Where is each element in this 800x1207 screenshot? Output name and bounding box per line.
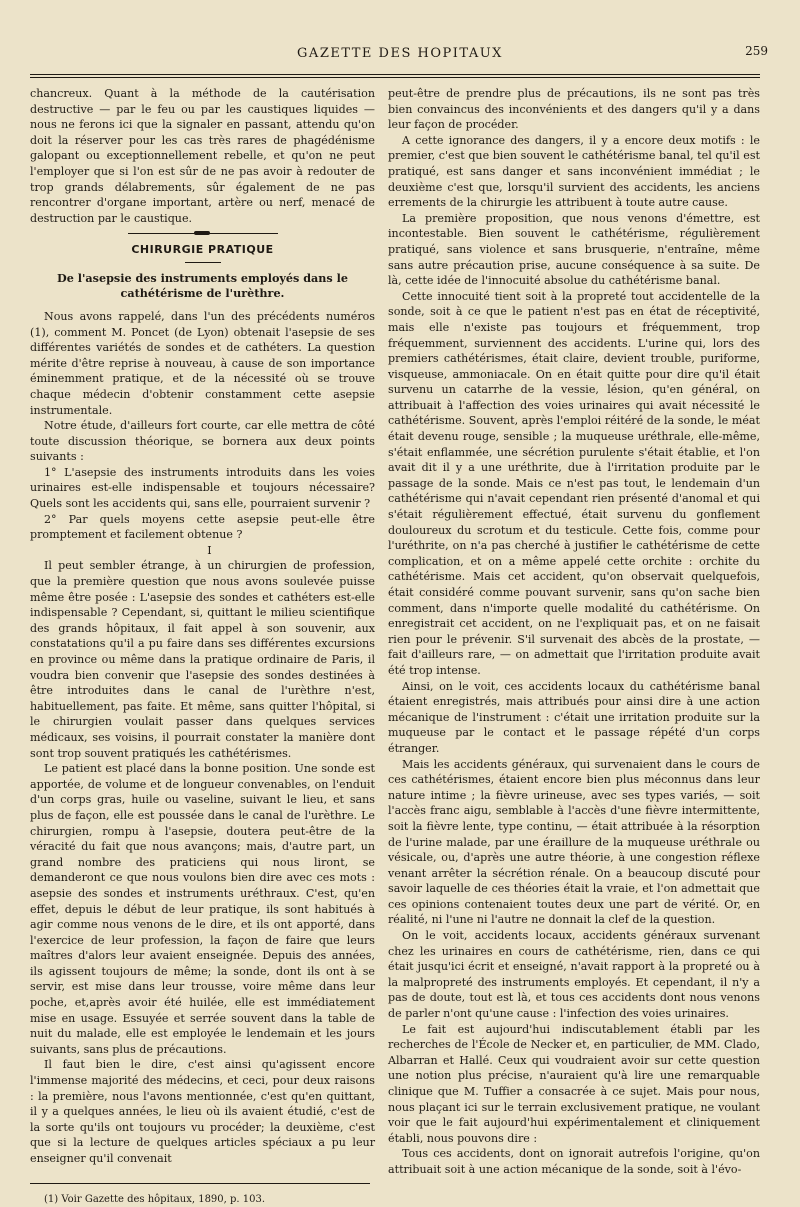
intro-paragraph: chancreux. Quant à la méthode de la cautérisation destructive — par le feu ou par les caustiques liquides — nous ne ferons ici que la signaler en passant, attendu qu'on doit la réserver pour les cas très rares de phagédénisme galopant ou exceptionnellement rebelle, et qu'on ne peut l'employer que si l'on est sûr de ne pas avoir à redouter de trop grands délabrements, sûr également de ne pas rencontrer d'organe important, artère ou nerf, menacé de destruction par le caustique. bbox=[30, 87, 375, 225]
article-title: De l'asepsie des instruments employés dans le cathétérisme de l'urèthre. bbox=[57, 270, 348, 300]
paragraph: La première proposition, que nous venons d'émettre, est incontestable. Bien souvent le cathétérisme, régulièrement pratiqué, sans violence et sans brusquerie, n'entraîne, même sans autre précaution prise, aucune conséquence à sa suite. De là, cette idée de l'innocuité absolue du cathétérisme banal. bbox=[388, 211, 760, 288]
footnote-rule bbox=[30, 1183, 370, 1184]
paragraph: Tous ces accidents, dont on ignorait autrefois l'origine, qu'on attribuait soit à une action mécanique de la sonde, soit à l'évo- bbox=[388, 1147, 760, 1176]
paragraph: On le voit, accidents locaux, accidents généraux survenant chez les urinaires en cours de cathétérisme, rien, dans ce qui était jusqu'ici écrit et enseigné, n'avait rapport à la propreté ou à la malpropreté des instruments employés. Et cependant, il n'y a pas de doute, tout est là, et tous ces accidents dont nous venons de parler n'ont qu'une cause : l'infection des voies urinaires. bbox=[388, 929, 760, 1021]
paragraph: Il peut sembler étrange, à un chirurgien de profession, que la première question que nous avons soulevée puisse même être posée : L'asepsie des sondes et cathéters est-elle indispensable ? Cependant, si, quittant le milieu scientifique des grands hôpitaux, il fait appel à son souvenir, aux constatations qu'il a pu faire dans ses différentes excursions en province ou même dans la pratique ordinaire de Paris, il voudra bien convenir que l'asepsie des sondes destinées à être introduites dans le canal de l'urèthre n'est, habituellement, pas faite. Et même, sans quitter l'hôpital, si le chirurgien voulait passer dans quelques services médicaux, ses voisins, il pourrait constater la manière dont sont trop souvent pratiqués les cathétérismes. bbox=[30, 559, 375, 760]
paragraph: Notre étude, d'ailleurs fort courte, car elle mettra de côté toute discussion théorique, se bornera aux deux points suivants : bbox=[30, 419, 375, 464]
page-header bbox=[30, 44, 770, 70]
question-item: 2° Par quels moyens cette asepsie peut-elle être promptement et facilement obtenue ? bbox=[30, 512, 375, 542]
part-numeral: I bbox=[207, 543, 212, 557]
question-item: 1° L'asepsie des instruments introduits dans les voies urinaires est-elle indispensable et toujours nécessaire? Quels sont les accidents qui, sans elle, pourraient survenir ? bbox=[30, 465, 375, 511]
paragraph: peut-être de prendre plus de précautions, ils ne sont pas très bien convaincus des inconvénients et des dangers qu'il y a dans leur façon de procéder. bbox=[388, 87, 760, 132]
right-column bbox=[388, 86, 760, 1178]
running-title: GAZETTE DES HOPITAUX bbox=[297, 46, 503, 61]
paragraph: Nous avons rappelé, dans l'un des précédents numéros (1), comment M. Poncet (de Lyon) obtenait l'asepsie de ses différentes variétés de sondes et de cathéters. La question mérite d'être reprise à nouveau, à cause de son importance éminemment pratique, et de la nécessité où se trouve chaque médecin d'obtenir constamment cette asepsie instrumentale. bbox=[30, 309, 375, 417]
paragraph: A cette ignorance des dangers, il y a encore deux motifs : le premier, c'est que bien souvent le cathétérisme banal, tel qu'il est pratiqué, est sans danger et sans inconvénient immédiat ; le deuxième c'est que, lorsqu'il survient des accidents, les anciens errements de la chirurgie les attribuent à toute autre cause. bbox=[388, 133, 760, 210]
paragraph: Ainsi, on le voit, ces accidents locaux du cathétérisme banal étaient enregistrés, mais attribués pour ainsi dire à une action mécanique de l'instrument : c'était une irritation produite sur la muqueuse par le contact et le passage répété d'un corps étranger. bbox=[388, 679, 760, 755]
paragraph: Mais les accidents généraux, qui survenaient dans le cours de ces cathétérismes, étaient encore bien plus méconnus dans leur nature intime ; la fièvre urineuse, avec ses types variés, — soit l'accès franc aigu, semblable à l'accès d'une fièvre intermittente, soit la fièvre lente, type continu, — était attribuée à la résorption de l'urine malade, par une éraillure de la muqueuse uréthrale ou vésicale, ou, d'après une autre théorie, à une congestion réflexe venant arrêter la sécrétion rénale. On a beaucoup discuté pour savoir laquelle de ces théories était la vraie, et l'on admettait que ces opinions contenaient toutes deux une part de vérité. Or, en réalité, ni l'une ni l'autre ne donnait la clef de la question. bbox=[388, 757, 760, 927]
title-rule bbox=[185, 262, 221, 263]
paragraph: Le fait est aujourd'hui indiscutablement établi par les recherches de l'École de Necker et, en particulier, de MM. Clado, Albarran et Hallé. Ceux qui voudraient avoir sur cette question une notion plus précise, n'auraient qu'à lire une remarquable clinique que M. Tuffier a consacrée à ce sujet. Mais pour nous, nous plaçant ici sur le terrain exclusivement pratique, ne voulant voir que le fait aujourd'hui expérimentalement et cliniquement établi, nous pouvons dire : bbox=[388, 1022, 760, 1145]
section-title: CHIRURGIE PRATIQUE bbox=[131, 243, 274, 257]
section-separator bbox=[128, 233, 278, 234]
paragraph: Il faut bien le dire, c'est ainsi qu'agissent encore l'immense majorité des médecins, et ceci, pour deux raisons : la première, nous l'avons mentionnée, c'est qu'en quittant, il y a quelques années, le lieu où ils avaient étudié, c'est de la sorte qu'ils ont toujours vu procéder; la deuxième, c'est que si la lecture de quelques articles spéciaux a pu leur enseigner qu'il convenait bbox=[30, 1058, 375, 1165]
left-column bbox=[30, 86, 375, 1207]
paragraph: Le patient est placé dans la bonne position. Une sonde est apportée, de volume et de longueur convenables, on l'enduit d'un corps gras, huile ou vaseline, suivant le lieu, et sans plus de façon, elle est poussée dans le canal de l'urèthre. Le chirurgien, rompu à l'asepsie, doutera peut-être de la véracité du fait que nous avançons; mais, d'autre part, un grand nombre des praticiens qui nous liront, se demanderont ce que nous voulons bien dire avec ces mots : asepsie des sondes et instruments uréthraux. C'est, qu'en effet, depuis le début de leur pratique, ils sont habitués à agir comme nous venons de le dire, et ils ont apporté, dans l'exercice de leur profession, la façon de faire que leurs maîtres d'alors leur avaient enseignée. Depuis des années, ils agissent toujours de même; la sonde, dont ils ont à se servir, est mise dans leur trousse, voire même dans leur poche, et,après avoir été huilée, elle est immédiatement mise en usage. Essuyée et serrée souvent dans la table de nuit du malade, elle est employée le lendemain et les jours suivants, sans plus de précautions. bbox=[30, 762, 375, 1056]
paragraph: Cette innocuité tient soit à la propreté tout accidentelle de la sonde, soit à ce que le patient n'est pas en état de réceptivité, mais elle n'existe pas toujours et fréquemment, trop fréquemment, surviennent des accidents. L'urine qui, lors des premiers cathétérismes, était claire, devient trouble, puriforme, visqueuse, ammoniacale. On en était quitte pour dire qu'il était survenu un catarrhe de la vessie, lésion, qu'en général, on attribuait à l'affection des voies urinaires qui avait nécessité le cathétérisme. Souvent, après l'emploi réitéré de la sonde, le méat était devenu rouge, sensible ; la muqueuse uréthrale, elle-même, s'était enflammée, une sécrétion purulente s'était établie, et l'on avait dit il y a une uréthrite, due à l'irritation produite par le passage de la sonde. Mais ce n'est pas tout, le lendemain d'un cathétérisme qui n'avait cependant rien présenté d'anomal et qui s'était régulièrement effectué, était survenu du gonflement douloureux du scrotum et du testicule. Cette fois, comme pour l'uréthrite, on n'a pas cherché à justifier le cathétérisme de cette complication, et on a même appelé cette orchite : orchite du cathétérisme. Mais cet accident, qu'on observait quelquefois, était considéré comme pouvant survenir, sans qu'on sache bien comment, dans n'importe quelle modalité du cathétérisme. On enregistrait cet accident, on ne l'expliquait pas, et on ne faisait rien pour le prévenir. S'il survenait des abcès de la prostate, — fait d'ailleurs rare, — on admettait que l'irritation produite avait été trop intense. bbox=[388, 289, 760, 677]
footnote: (1) Voir Gazette des hôpitaux, 1890, p. 103. bbox=[44, 1193, 266, 1205]
header-rule bbox=[30, 74, 760, 78]
page-number: 259 bbox=[745, 44, 768, 58]
